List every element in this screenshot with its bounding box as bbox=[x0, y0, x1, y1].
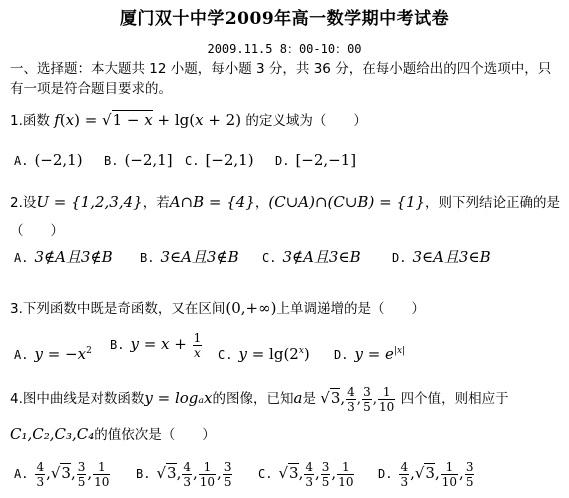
q2-option-c[interactable]: C. 3∉A且3∈B bbox=[262, 248, 361, 266]
q1-prefix: 1.函数 bbox=[10, 113, 50, 129]
q1-suffix: 的定义域为（ ） bbox=[245, 113, 367, 129]
q3-option-a[interactable]: A. $y = -x^2$ bbox=[14, 345, 92, 363]
q1-option-a[interactable]: A. (−2,1) bbox=[14, 151, 83, 169]
q4-option-c[interactable]: C. √3, $\frac{4}{3}$ , $\frac{3}{5}$ , $\frac{1}{10}$ bbox=[258, 460, 354, 489]
q3-interval: (0,+∞) bbox=[225, 299, 277, 317]
question-3: 3.下列函数中既是奇函数，又在区间(0,+∞)上单调递增的是（ ） bbox=[10, 299, 425, 317]
q4-function: y = logₐx bbox=[144, 389, 213, 407]
q2-blank: （ ） bbox=[10, 223, 64, 239]
q4-values: √3, bbox=[320, 389, 346, 407]
q4-option-d[interactable]: D. $\frac{4}{3}$ ,√3, $\frac{1}{10}$ , $\frac{3}{5}$ bbox=[378, 460, 474, 489]
q1-option-b[interactable]: B. (−2,1] bbox=[104, 151, 173, 169]
q2-option-a[interactable]: A. 3∉A且3∉B bbox=[14, 248, 113, 266]
exam-datetime: 2009.11.5 8：00-10：00 bbox=[207, 42, 362, 56]
q2-condition-1: A∩B = {4} bbox=[169, 193, 255, 211]
q2-condition-2: (C∪A)∩(C∪B) = {1} bbox=[268, 193, 426, 211]
q3-option-b[interactable]: B. y = x + $\frac{1}{x}$ bbox=[110, 331, 202, 360]
q1-option-c[interactable]: C. [−2,1) bbox=[185, 151, 254, 169]
q4-option-b[interactable]: B. √3, $\frac{4}{3}$ , $\frac{1}{10}$ , $\frac{3}{5}$ bbox=[136, 460, 232, 489]
q4-line2: C₁,C₂,C₃,C₄的值依次是（ ） bbox=[10, 425, 216, 443]
q3-option-d[interactable]: D. $y = e^{|x|}$ bbox=[334, 345, 406, 363]
q2-option-d[interactable]: D. 3∈A且3∈B bbox=[392, 248, 491, 266]
page-title: 厦门双十中学2009年高一数学期中考试卷 bbox=[119, 9, 450, 29]
q1-option-d[interactable]: D. [−2,−1] bbox=[275, 151, 357, 169]
q4-option-a[interactable]: A. $\frac{4}{3}$ ,√3, $\frac{3}{5}$ , $\frac{1}{10}$ bbox=[14, 460, 110, 489]
question-1 bbox=[10, 111, 367, 130]
section1-instructions-line2: 有一项是符合题目要求的。 bbox=[10, 81, 172, 97]
question-2: 2.设U = {1,2,3,4}，若A∩B = {4}，(C∪A)∩(C∪B) = {1}，则下列结论正确的是 bbox=[10, 193, 561, 211]
section1-instructions-line1: 一、选择题：本大题共 12 小题，每小题 3 分，共 36 分，在每小题给出的四个选项中，只 bbox=[10, 61, 552, 77]
q2-option-b[interactable]: B. 3∈A且3∉B bbox=[140, 248, 239, 266]
q1-function: f(x) = √1 − x + lg(x + 2) bbox=[54, 111, 242, 129]
question-4: 4.图中曲线是对数函数y = logₐx的图像，已知a是 √3, $\frac{4}{3}$ , $\frac{3}{5}$ , $\frac{1}{10}$ 四个值，则相应于 bbox=[10, 385, 509, 414]
q2-set-u: U = {1,2,3,4} bbox=[36, 193, 143, 211]
q3-option-c[interactable]: C. $y = \lg(2^x)$ bbox=[218, 345, 310, 363]
